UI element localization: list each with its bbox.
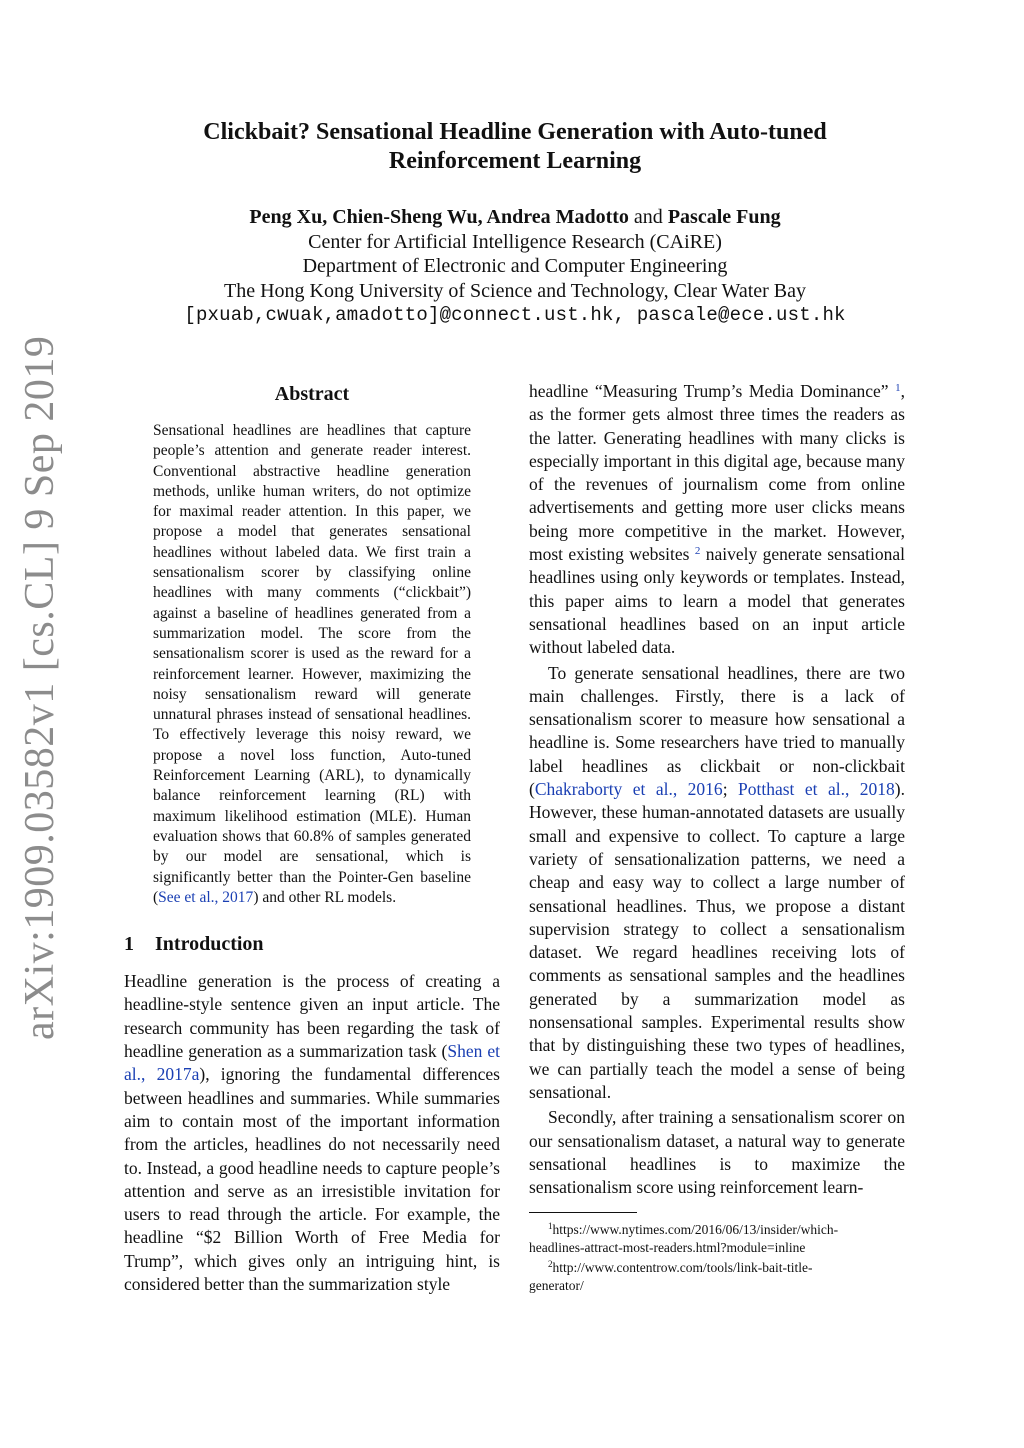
affiliation-1: Center for Artificial Intelligence Research (CAiRE) xyxy=(308,230,722,253)
section-heading-introduction xyxy=(124,930,500,958)
author-names xyxy=(120,205,910,230)
arxiv-identifier-stamp: arXiv:1909.03582v1 [cs.CL] 9 Sep 2019 xyxy=(17,335,63,1040)
citation-link[interactable]: See et al., 2017 xyxy=(158,888,254,906)
affiliation-2: Department of Electronic and Computer Engineering xyxy=(302,255,728,277)
author-names-first: Peng Xu, Chien-Sheng Wu, Andrea Madotto xyxy=(249,206,629,228)
right-column xyxy=(529,380,905,1297)
footnote-2: $^2$http://www.contentrow.com/tools/link-bait-title- generator/ xyxy=(529,1259,813,1293)
paper-title xyxy=(120,118,910,176)
abstract-text: Sensational headlines are headlines that capture people’s attention and generate reader interest. Conventional abstractive headline generation methods, unlike human writers, do not optimize for maximal reader attention. In this paper, we propose a model that generates sensational headlines without labeled data. We first train a sensationalism scorer by classifying online headlines with many comments (“clickbait”) against a baseline of headlines generated from a summarization model. The score from the sensationalism scorer is used as the reward for a reinforcement learner. However, maximizing the noisy sensationalism reward will generate unnatural phrases instead of sensational headlines. To effectively leverage this noisy reward, we propose a novel loss function, Auto-tuned Reinforcement Learning (ARL), to dynamically balance reinforcement learning (RL) with maximum likelihood estimation (MLE). Human evaluation shows that 60.8% of samples generated by our model are sensational, which is significantly better than the Pointer-Gen baseline (See et al., 2017) and other RL models. xyxy=(153,422,471,906)
title-line-1: Clickbait? Sensational Headline Generation with Auto-tuned xyxy=(203,119,827,145)
footnote-marker-1[interactable]: 1 xyxy=(895,382,901,394)
citation-link[interactable]: Chakraborty et al., 2016 xyxy=(534,779,723,800)
author-names-last: Pascale Fung xyxy=(667,206,781,228)
section-number: 1 xyxy=(124,933,134,956)
section-title: Introduction xyxy=(155,933,264,956)
citation-link[interactable]: Shen et al., 2017a xyxy=(124,1041,500,1085)
author-emails: [pxuab,cwuak,amadotto]@connect.ust.hk, pascale@ece.ust.hk xyxy=(184,304,846,326)
intro-paragraph-1-continued: headline “Measuring Trump’s Media Dominance” $^1$, as the former gets almost three times the readers as the latter. Generating headlines with many clicks is especially important in this digital age, because many of the revenues of journalism come from online advertisements and getting more user clicks means being more competitive in the market. However, most existing websites $^2$ naively generate sensational headlines using only keywords or templates. Instead, this paper aims to learn a model that generates sensational headlines based on an input article without labeled data. xyxy=(529,381,905,658)
left-column xyxy=(124,380,500,1296)
citation-link[interactable]: Potthast et al., 2018 xyxy=(738,779,895,800)
footnote-1: $^1$https://www.nytimes.com/2016/06/13/insider/which- headlines-attract-most-readers.html?module=inline xyxy=(529,1221,839,1255)
intro-paragraph-3: Secondly, after training a sensationalism scorer on our sensationalism dataset, a natural way to generate sensational headlines is to maximize the sensationalism score using reinforcement learn- xyxy=(529,1107,905,1198)
title-line-2: Reinforcement Learning xyxy=(388,148,642,174)
footnote-marker-2[interactable]: 2 xyxy=(694,545,701,558)
affiliation-3: The Hong Kong University of Science and Technology, Clear Water Bay xyxy=(223,279,807,302)
author-block xyxy=(120,205,910,328)
intro-paragraph-1: Headline generation is the process of creating a headline-style sentence given an input article. The research community has been regarding the task of headline generation as a summarization task (Shen et al., 2017a), ignoring the fundamental differences between headlines and summaries. While summaries aim to contain most of the important information from the articles, headlines do not necessarily need to. Instead, a good headline needs to capture people’s attention and serve as an irresistible invitation for users to read through the article. For example, the headline “$2 Billion Worth of Free Media for Trump”, which gives only an intriguing hint, is considered better than the summarization style xyxy=(124,971,500,1294)
footnote-divider xyxy=(529,1212,637,1213)
intro-paragraph-2: To generate sensational headlines, there are two main challenges. Firstly, there is a lack of sensationalism scorer to measure how sensational a headline is. Some researchers have tried to manually label headlines as clickbait or non-clickbait (Chakraborty et al., 2016; Potthast et al., 2018). However, these human-annotated datasets are usually small and expensive to collect. To capture a large variety of sensationalization patterns, we need a cheap and easy way to collect a large number of sensational headlines. Thus, we propose a distant supervision strategy to collect a sensationalism dataset. We regard headlines receiving lots of comments as sensational samples and the headlines generated by a summarization model as nonsensational samples. Experimental results show that by distinguishing these two types of headlines, we can partially teach the model a sense of being sensational. xyxy=(529,662,905,1102)
footnote-url[interactable]: http://www.contentrow.com/tools/link-bait-title- xyxy=(552,1260,813,1276)
abstract-heading: Abstract xyxy=(274,383,350,405)
footnote-url[interactable]: https://www.nytimes.com/2016/06/13/insider/which- xyxy=(552,1222,839,1238)
author-names-conjunction: and xyxy=(633,206,663,228)
